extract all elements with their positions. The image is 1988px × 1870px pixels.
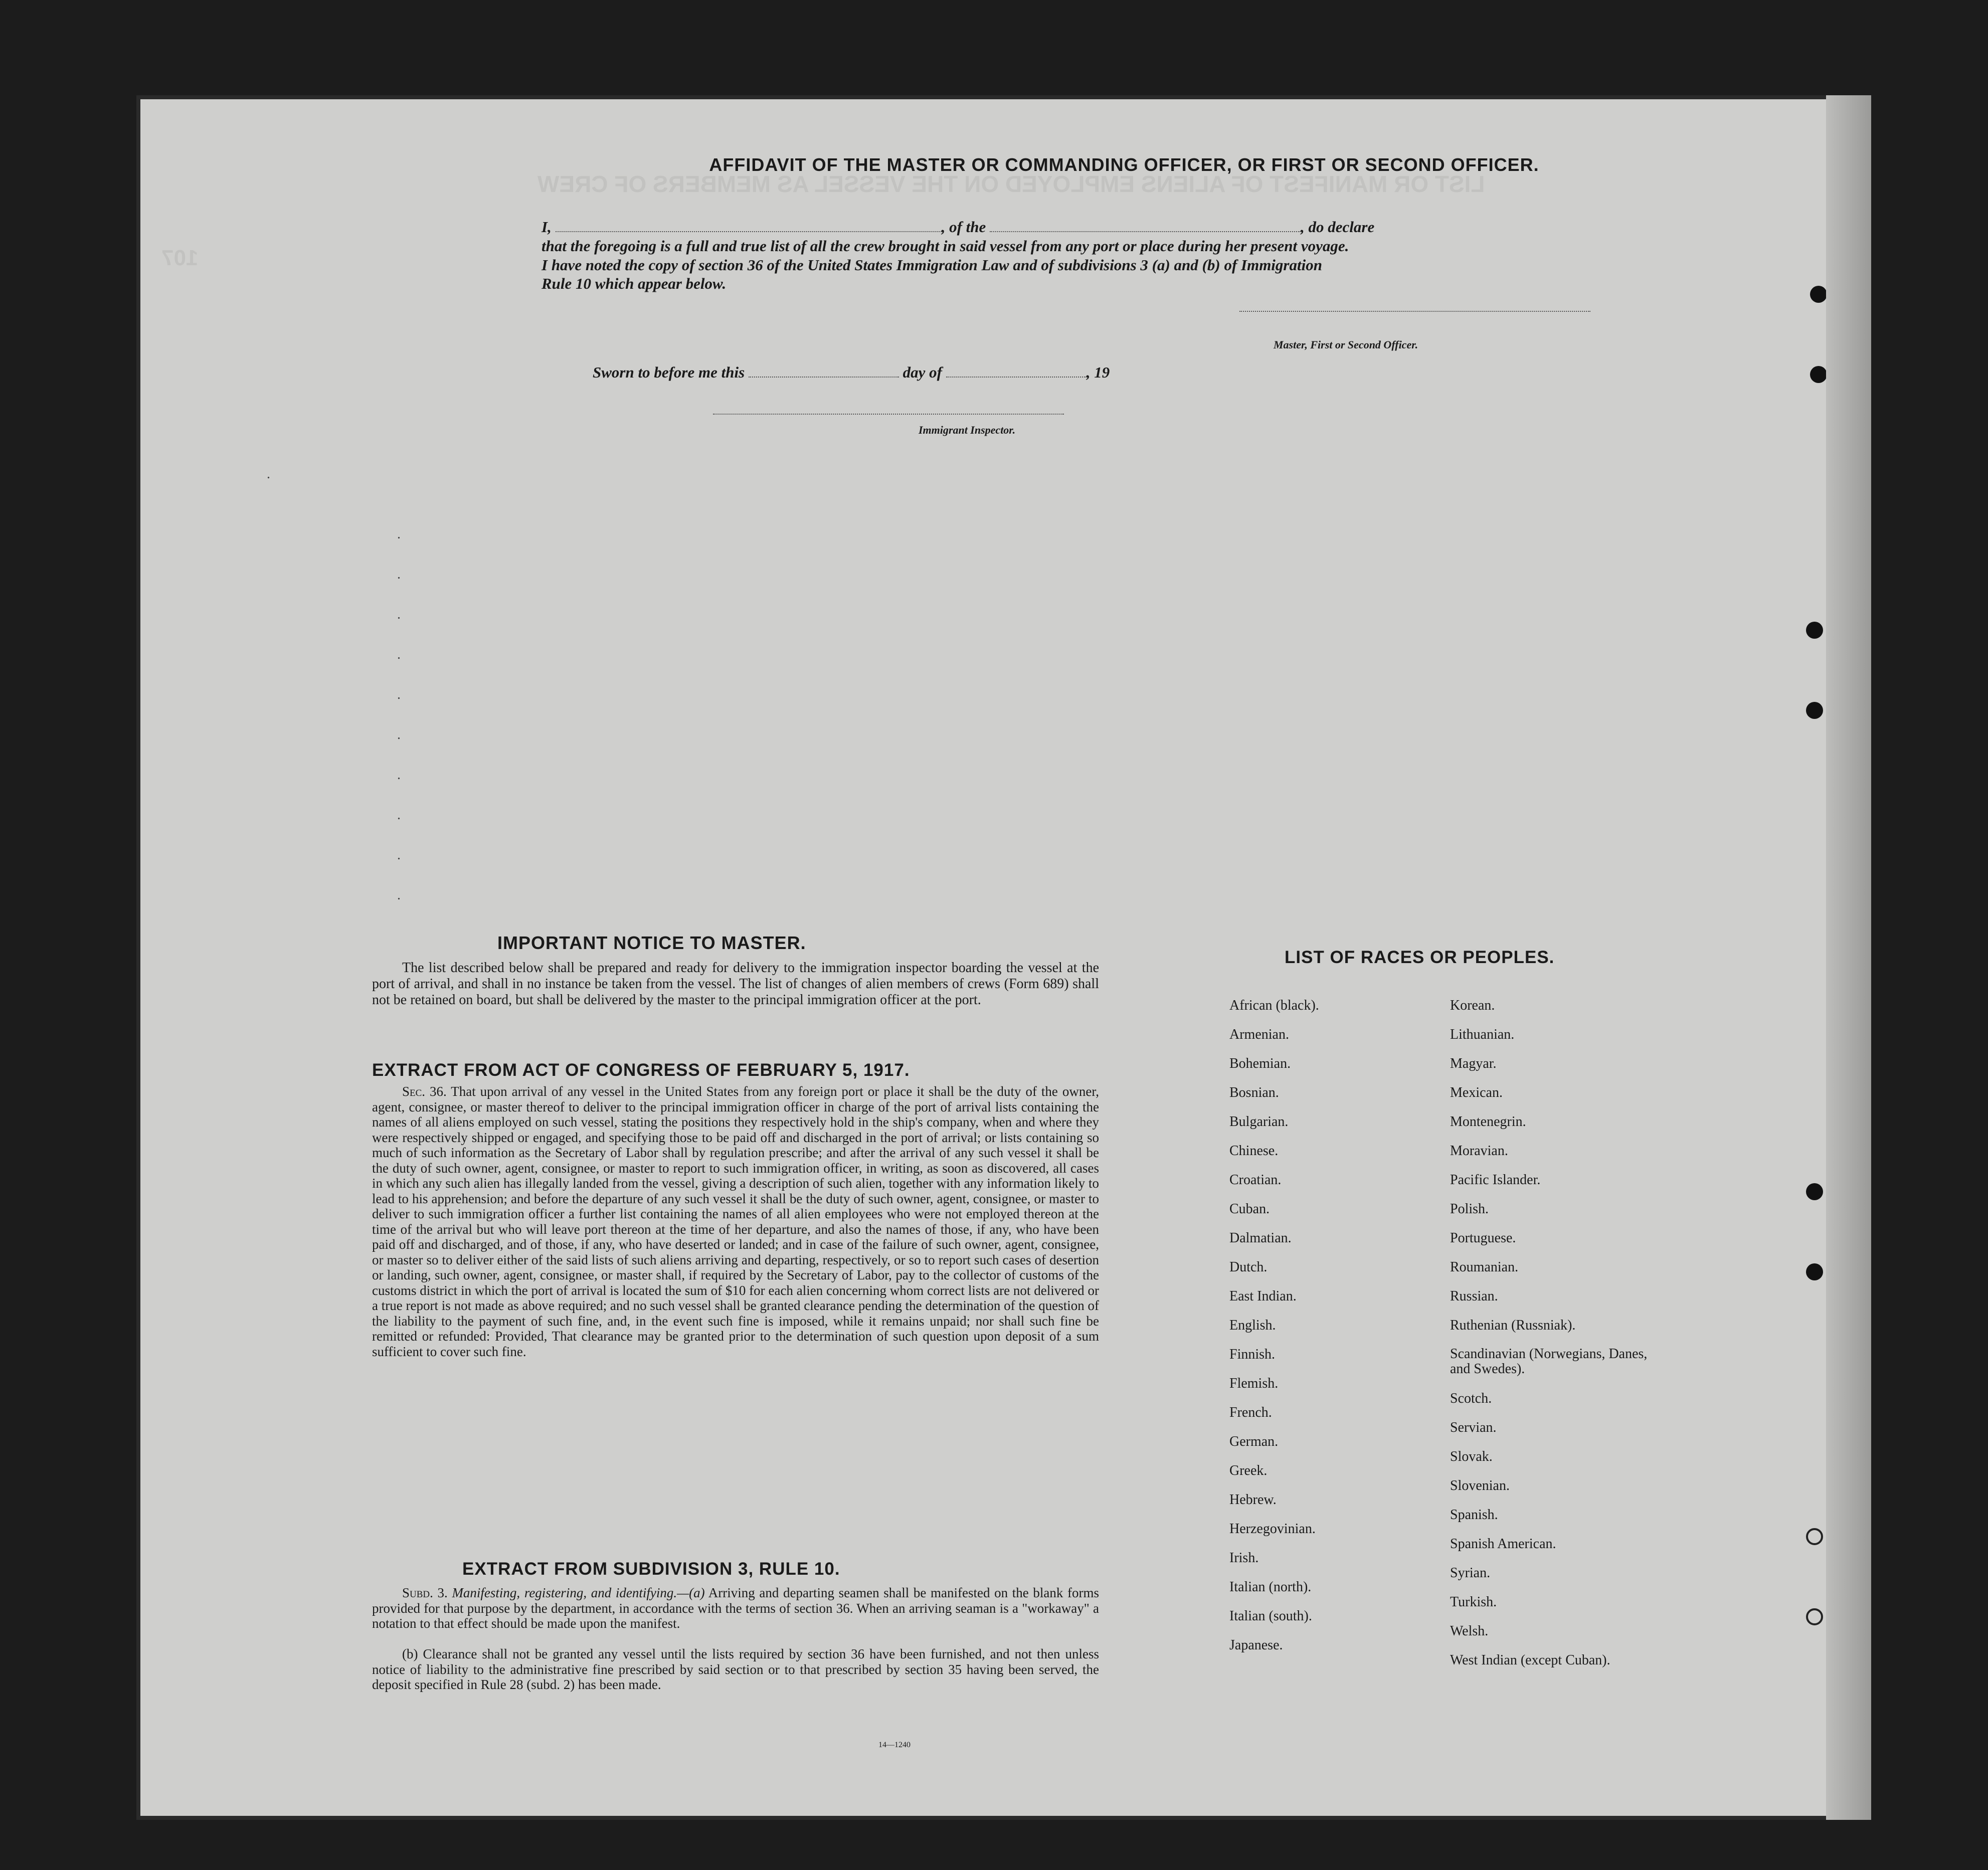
race-item: Croatian. — [1229, 1172, 1282, 1188]
ditto-mark: . — [397, 887, 401, 903]
subdivision-heading: Manifesting, registering, and identifying.—(a) — [452, 1585, 705, 1600]
race-item: Italian (north). — [1229, 1579, 1312, 1595]
ditto-mark: . — [267, 466, 270, 482]
day-of: day of — [902, 363, 942, 381]
race-item: Magyar. — [1450, 1056, 1497, 1071]
bleed-through-header: LIST OR MANIFEST OF ALIENS EMPLOYED ON THE VESSEL AS MEMBERS OF CREW — [537, 171, 1485, 197]
ditto-mark: . — [397, 607, 401, 622]
race-item: Korean. — [1450, 998, 1495, 1013]
ditto-mark: . — [397, 807, 401, 823]
binder-hole — [1806, 1263, 1823, 1280]
master-signature-line — [1239, 311, 1590, 312]
race-item: Japanese. — [1229, 1637, 1283, 1653]
race-item: Spanish American. — [1450, 1536, 1556, 1552]
race-item: Irish. — [1229, 1550, 1259, 1566]
race-item: Flemish. — [1229, 1376, 1279, 1391]
ditto-mark: . — [397, 526, 401, 542]
form-number: 14—1240 — [878, 1741, 911, 1749]
race-item: Armenian. — [1229, 1027, 1289, 1042]
ditto-mark: . — [397, 687, 401, 702]
subdivision-label: Subd. 3. — [402, 1585, 448, 1600]
affidavit-line-4: Rule 10 which appear below. — [541, 275, 727, 292]
race-item: East Indian. — [1229, 1288, 1297, 1304]
race-item: Servian. — [1450, 1420, 1497, 1435]
master-label: Master, First or Second Officer. — [1274, 338, 1418, 351]
sworn-before-me: Sworn to before me this — [593, 363, 745, 381]
race-item: Scandinavian (Norwegians, Danes, and Swedes). — [1450, 1346, 1648, 1377]
subdivision-b-text: (b) Clearance shall not be granted any vessel until the lists required by section 36 have been furnished, and not then unless notice of liability to the administrative fine prescribed by said section or to that prescribed by section 35 having been served, the deposit specified in Rule 28 (subd. 2) has been made. — [372, 1646, 1099, 1692]
ditto-mark: . — [397, 567, 401, 582]
race-item: Herzegovinian. — [1229, 1521, 1316, 1537]
subdivision-a-body: Arriving and departing seamen shall be manifested on the blank forms provided for that purpose by the department, in accordance with the terms of section 36. When an arriving seaman is a "workaway" a notation to that effect should be made upon the manifest. — [372, 1585, 1099, 1631]
section-36-text — [372, 1084, 1099, 1359]
race-item: Ruthenian (Russniak). — [1450, 1318, 1576, 1333]
ditto-mark: . — [397, 727, 401, 742]
binder-hole — [1806, 622, 1823, 639]
race-item: Chinese. — [1229, 1143, 1279, 1159]
race-item: Spanish. — [1450, 1507, 1498, 1523]
binder-hole — [1810, 286, 1827, 303]
day-blank — [749, 365, 899, 378]
race-item: Italian (south). — [1229, 1608, 1312, 1624]
race-item: West Indian (except Cuban). — [1450, 1652, 1610, 1668]
race-item: Lithuanian. — [1450, 1027, 1515, 1042]
extract-act-title: EXTRACT FROM ACT OF CONGRESS OF FEBRUARY 5, 1917. — [372, 1060, 910, 1080]
race-item: Pacific Islander. — [1450, 1172, 1541, 1188]
race-item: Greek. — [1229, 1463, 1268, 1478]
notice-title: IMPORTANT NOTICE TO MASTER. — [497, 932, 806, 953]
ditto-mark: . — [397, 647, 401, 662]
binder-hole — [1806, 1608, 1823, 1625]
race-item: French. — [1229, 1405, 1272, 1420]
affidavit-line-3: I have noted the copy of section 36 of the United States Immigration Law and of subdivisions 3 (a) and (b) of Immigration — [541, 256, 1322, 274]
race-item: Dutch. — [1229, 1259, 1268, 1275]
manifest-page — [136, 95, 1871, 1820]
race-item: Roumanian. — [1450, 1259, 1519, 1275]
race-item: German. — [1229, 1434, 1279, 1449]
race-item: Mexican. — [1450, 1085, 1503, 1100]
affidavit-line-1 — [541, 218, 1374, 236]
sworn-line — [593, 363, 1110, 382]
race-item: Moravian. — [1450, 1143, 1508, 1159]
extract-rule-title: EXTRACT FROM SUBDIVISION 3, RULE 10. — [462, 1559, 840, 1579]
vessel-blank — [990, 220, 1301, 232]
year-prefix: , 19 — [1086, 363, 1110, 381]
ditto-mark: . — [397, 847, 401, 863]
race-item: Slovenian. — [1450, 1478, 1510, 1493]
bleed-through-page-number: 107 — [161, 246, 199, 270]
race-item: Dalmatian. — [1229, 1230, 1292, 1246]
race-item: Polish. — [1450, 1201, 1489, 1217]
race-item: Bulgarian. — [1229, 1114, 1289, 1130]
races-title: LIST OF RACES OR PEOPLES. — [1285, 948, 1555, 967]
subdivision-a-text — [372, 1585, 1099, 1631]
race-item: African (black). — [1229, 998, 1319, 1013]
notice-text: The list described below shall be prepared and ready for delivery to the immigration inspector boarding the vessel at the port of arrival, and shall in no instance be taken from the vessel. The list of changes of alien members of crews (Form 689) shall not be retained on board, but shall be delivered by the master to the principal immigration officer at the port. — [372, 960, 1099, 1008]
race-item: Bosnian. — [1229, 1085, 1279, 1100]
section-label: Sec. 36. — [402, 1084, 447, 1099]
race-item: Russian. — [1450, 1288, 1498, 1304]
ditto-mark: . — [397, 767, 401, 783]
affidavit-i: I, — [541, 218, 552, 236]
race-item: Scotch. — [1450, 1391, 1492, 1406]
affidavit-title: AFFIDAVIT OF THE MASTER OR COMMANDING OFFICER, OR FIRST OR SECOND OFFICER. — [709, 154, 1539, 175]
binder-hole — [1806, 1183, 1823, 1200]
race-item: Syrian. — [1450, 1565, 1491, 1581]
inspector-label: Immigrant Inspector. — [919, 424, 1016, 436]
month-blank — [946, 365, 1087, 378]
race-item: English. — [1229, 1318, 1276, 1333]
race-item: Bohemian. — [1229, 1056, 1291, 1071]
inspector-signature-line — [713, 414, 1064, 415]
affidavit-of-the: , of the — [941, 218, 986, 236]
section-36-body: That upon arrival of any vessel in the United States from any foreign port or place it shall be the duty of the owner, agent, consignee, or master thereof to deliver to the principal immigration officer in charge of the port of arrival lists containing the names of all aliens employed on such vessel, stating the positions they respectively hold in the ship's company, when and where they were respectively shipped or engaged, and specifying those to be paid off and discharged in the port of arrival; or lists containing so much of such information as the Secretary of Labor shall by regulation prescribe; and after the arrival of any such vessel it shall be the duty of such owner, agent, consignee, or master to report to such immigration officer, in writing, as soon as discovered, all cases in which any such alien has illegally landed from the vessel, giving a description of such alien, together with any information likely to lead to his apprehension; and before the departure of any such vessel it shall be the duty of such owner, agent, consignee, or master to deliver to such immigration officer a further list containing the names of all alien employees who were not employed thereon at the time of the arrival but who will leave port thereon at the time of her departure, and also the names of those, if any, who have been paid off and discharged, and of those, if any, who have deserted or landed; and in case of the failure of such owner, agent, consignee, or master so to deliver either of the said lists of such aliens arriving and departing, respectively, or so to report such cases of desertion or landing, such owner, agent, consignee, or master shall, if required by the Secretary of Labor, pay to the collector of customs of the customs district in which the port of arrival is located the sum of $10 for each alien concerning whom correct lists are not delivered or a true report is not made as above required; and no such vessel shall be granted clearance pending the determination of the question of the liability to the payment of such fine, and, in the event such fine is imposed, while it remains unpaid; nor shall such fine be remitted or refunded: Provided, That clearance may be granted prior to the determination of such question upon deposit of a sum sufficient to cover such fine. — [372, 1084, 1099, 1359]
race-item: Welsh. — [1450, 1623, 1489, 1639]
race-item: Montenegrin. — [1450, 1114, 1526, 1130]
binder-hole — [1810, 366, 1827, 383]
race-item: Hebrew. — [1229, 1492, 1277, 1508]
affidavit-do-declare: , do declare — [1301, 218, 1375, 236]
binder-hole — [1806, 702, 1823, 719]
race-item: Portuguese. — [1450, 1230, 1516, 1246]
race-item: Cuban. — [1229, 1201, 1270, 1217]
race-item: Finnish. — [1229, 1347, 1276, 1362]
race-item: Slovak. — [1450, 1449, 1493, 1464]
race-item: Turkish. — [1450, 1594, 1497, 1610]
name-blank — [556, 220, 942, 232]
binder-hole — [1806, 1528, 1823, 1545]
affidavit-line-2: that the foregoing is a full and true list of all the crew brought in said vessel from any port or place during her present voyage. — [541, 237, 1349, 255]
